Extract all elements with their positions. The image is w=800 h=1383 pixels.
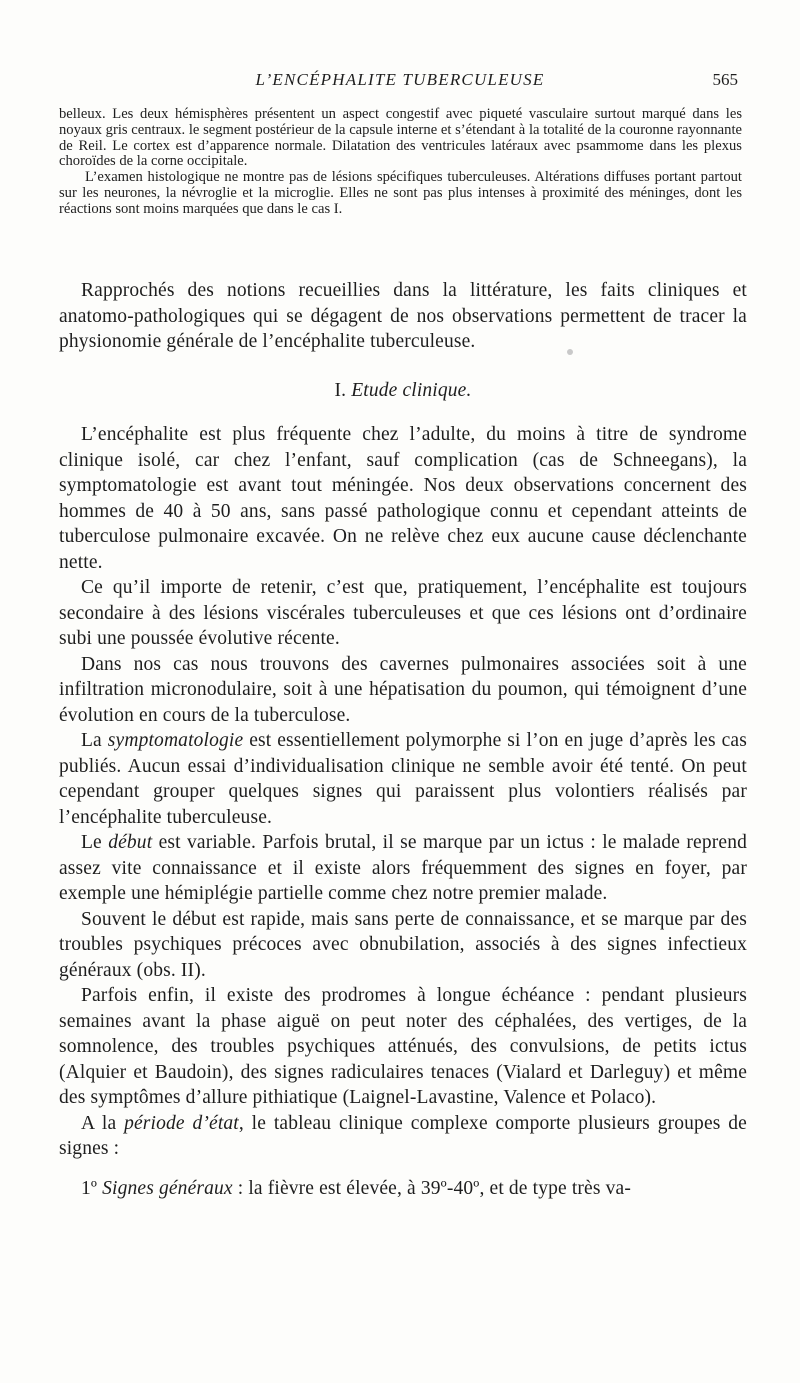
- section-title: Etude clinique.: [351, 379, 472, 401]
- paragraph-6: Souvent le début est rapide, mais sans perte de connaissance, et se marque par des troubles psychiques précoces avec obnubilation, associés à des signes infectieux généraux (obs. II).: [59, 908, 747, 981]
- paragraph-8-emphasis: période d’état: [124, 1112, 239, 1134]
- paragraph-2: Ce qu’il importe de retenir, c’est que, pratiquement, l’encéphalite est toujours secondaire à des lésions viscérales tuberculeuses et que ces lésions ont d’ordinaire subi une poussée évolutive récente.: [59, 577, 747, 649]
- paragraph-4-emphasis: symptomatologie: [107, 730, 244, 751]
- paragraph-9-post: : la fièvre est élevée, à 39º-40º, et de type très va-: [232, 1177, 631, 1199]
- paragraph-4-pre: La: [81, 730, 108, 751]
- paragraph-1: L’encéphalite est plus fréquente chez l’adulte, du moins à titre de syndrome clinique isolé, car chez l’enfant, sauf complication (cas de Schneegans), la symptomatologie est avant tout méningée. Nos deux observations concernent des hommes de 40 à 50 ans, sans passé pathologique connu et cependant atteints de tuberculose pulmonaire excavée. On ne relève chez eux aucune cause déclenchante nette.: [59, 424, 747, 573]
- small-paragraph-2: L’examen histologique ne montre pas de lésions spécifiques tuberculeuses. Altérations diffuses portant partout sur les neurones, la névroglie et la microglie. Elles ne sont pas plus intenses à proximité des méninges, dont les réactions sont moins marquées que dans le cas I.: [59, 169, 742, 217]
- ink-spot: [567, 349, 573, 355]
- running-title: L’ENCÉPHALITE TUBERCULEUSE: [255, 70, 545, 89]
- paragraph-5-post: est variable. Parfois brutal, il se marque par un ictus : le malade reprend assez vite connaissance et il existe alors fréquemment des signes en foyer, par exemple une hémiplégie partielle comme chez notre premier malade.: [59, 832, 747, 904]
- running-head: [60, 70, 740, 96]
- paragraph-8: [59, 1111, 747, 1162]
- paragraph-5-pre: Le: [81, 832, 109, 853]
- paragraph-9-emphasis: Signes généraux: [102, 1177, 233, 1199]
- paragraph-7: Parfois enfin, il existe des prodromes à longue échéance : pendant plusieurs semaines avant la phase aiguë on peut noter des céphalées, des vertiges, de la somnolence, des troubles psychiques atténués, des convulsions, de petits ictus (Alquier et Baudoin), des signes radiculaires tenaces (Vialard et Darleguy) et même des symptômes d’allure pithiatique (Laignel-Lavastine, Valence et Polaco).: [59, 985, 747, 1108]
- paragraph-9: [59, 1176, 747, 1202]
- paragraph-5: [59, 830, 747, 907]
- paragraph-8-pre: A la: [81, 1112, 125, 1134]
- paragraph-3: Dans nos cas nous trouvons des cavernes pulmonaires associées soit à une infiltration micronodulaire, soit à une hépatisation du poumon, qui témoignent d’une évolution en cours de la tuberculose.: [59, 653, 747, 726]
- paragraph-4: [59, 728, 747, 830]
- observation-continuation: [59, 107, 742, 218]
- small-paragraph-1: belleux. Les deux hémisphères présentent un aspect congestif avec piqueté vasculaire surtout marqué dans les noyaux gris centraux. le segment postérieur de la capsule interne et s’étendant à la totalité de la couronne rayonnante de Reil. Le cortex est d’apparence normale. Dilatation des ventricules latéraux avec psammome dans les plexus choroïdes de la corne occipitale.: [59, 106, 742, 170]
- paragraph-5-emphasis: début: [108, 832, 153, 853]
- intro-paragraph: Rapprochés des notions recueillies dans la littérature, les faits cliniques et anatomo-pathologiques qui se dégagent de nos observations permettent de tracer la physionomie générale de l’encéphalite tuberculeuse.: [59, 280, 747, 352]
- paragraph-9-number: 1º: [81, 1177, 103, 1199]
- page-number: 565: [712, 70, 738, 89]
- main-text: [59, 278, 747, 1201]
- paragraph-8-post: , le tableau clinique complexe comporte plusieurs groupes de signes :: [59, 1112, 747, 1159]
- section-number: I.: [334, 379, 347, 401]
- paragraph-4-post: est essentiellement polymorphe si l’on en juge d’après les cas publiés. Aucun essai d’individualisation clinique ne semble avoir été tenté. On peut cependant grouper quelques signes qui paraissent plus volontiers réalisés par l’encéphalite tuberculeuse.: [59, 730, 747, 828]
- section-heading: [59, 378, 747, 404]
